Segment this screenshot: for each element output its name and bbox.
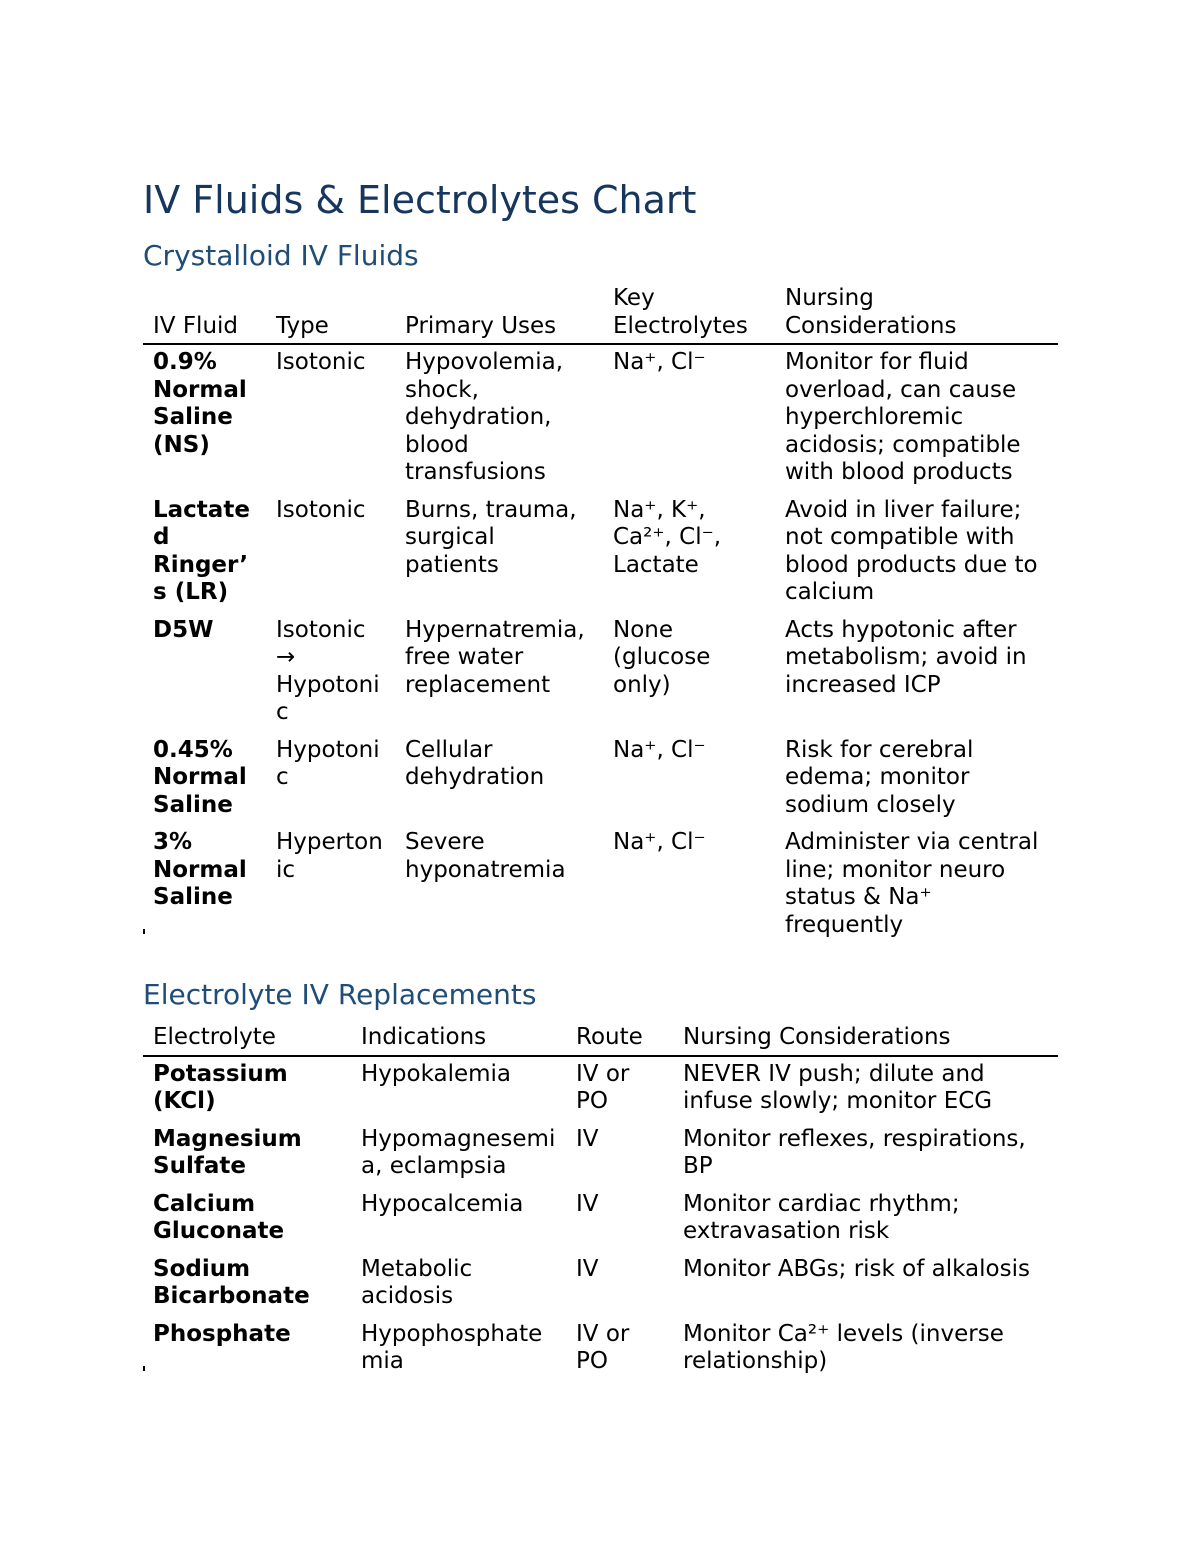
primary-uses: Burns, trauma, surgical patients <box>405 496 577 578</box>
crystalloid-fluids-table <box>143 285 1058 945</box>
paragraph-mark <box>143 1366 145 1371</box>
column-header-key-electrolytes: Key Electrolytes <box>603 285 775 344</box>
route: IV or PO <box>576 1060 630 1114</box>
indications: Hypokalemia <box>361 1060 512 1087</box>
nursing-considerations: Acts hypotonic after metabolism; avoid in increased ICP <box>785 616 1027 698</box>
table-row <box>143 493 1058 613</box>
indications: Hypocalcemia <box>361 1190 524 1217</box>
electrolyte-name: Phosphate <box>153 1320 291 1347</box>
column-header-iv-fluid: IV Fluid <box>143 285 266 344</box>
electrolyte-name: Magnesium Sulfate <box>153 1125 302 1179</box>
column-header-nursing-considerations: Nursing Considerations <box>673 1024 1058 1056</box>
column-header-type: Type <box>266 285 395 344</box>
column-header-nursing-considerations: Nursing Considerations <box>775 285 1058 344</box>
nursing-considerations: Monitor ABGs; risk of alkalosis <box>683 1255 1030 1282</box>
nursing-considerations: Administer via central line; monitor neuro status & Na⁺ frequently <box>785 829 1039 938</box>
table-row <box>143 1317 1058 1382</box>
table-header-row <box>143 285 1058 344</box>
paragraph-mark <box>143 929 145 934</box>
table-row <box>143 344 1058 493</box>
route: IV or PO <box>576 1320 630 1374</box>
primary-uses: Cellular dehydration <box>405 736 545 790</box>
primary-uses: Severe hyponatremia <box>405 829 566 883</box>
fluid-name: 0.45% Normal Saline <box>153 736 247 818</box>
fluid-type: Isotonic → Hypotonic <box>276 616 380 725</box>
table-row <box>143 825 1058 945</box>
fluid-type: Isotonic <box>276 496 366 523</box>
electrolyte-name: Potassium (KCl) <box>153 1060 288 1114</box>
key-electrolytes: Na⁺, Cl⁻ <box>613 736 706 763</box>
route: IV <box>576 1255 599 1282</box>
key-electrolytes: Na⁺, Cl⁻ <box>613 829 706 855</box>
primary-uses: Hypovolemia, shock, dehydration, blood transfusions <box>405 349 564 485</box>
table-row <box>143 1187 1058 1252</box>
section-heading-crystalloid: Crystalloid IV Fluids <box>143 239 419 272</box>
electrolyte-name: Sodium Bicarbonate <box>153 1255 310 1309</box>
table-row <box>143 1252 1058 1317</box>
section-heading-electrolyte: Electrolyte IV Replacements <box>143 978 537 1011</box>
table-row <box>143 1122 1058 1187</box>
electrolyte-replacements-table <box>143 1024 1058 1382</box>
fluid-type: Hypertonic <box>276 829 383 883</box>
page-title: IV Fluids & Electrolytes Chart <box>143 178 697 222</box>
nursing-considerations: Avoid in liver failure; not compatible with blood products due to calcium <box>785 496 1038 605</box>
column-header-indications: Indications <box>351 1024 566 1056</box>
key-electrolytes: Na⁺, K⁺, Ca²⁺, Cl⁻, Lactate <box>613 496 722 578</box>
route: IV <box>576 1125 599 1152</box>
table-row <box>143 613 1058 733</box>
route: IV <box>576 1190 599 1217</box>
table-header-row <box>143 1024 1058 1056</box>
column-header-route: Route <box>566 1024 673 1056</box>
nursing-considerations: Risk for cerebral edema; monitor sodium closely <box>785 736 974 818</box>
fluid-name: 3% Normal Saline <box>153 829 247 910</box>
column-header-electrolyte: Electrolyte <box>143 1024 351 1056</box>
fluid-name: Lactated Ringer’s (LR) <box>153 496 250 605</box>
fluid-type: Isotonic <box>276 349 366 375</box>
indications: Hypomagnesemia, eclampsia <box>361 1125 556 1179</box>
nursing-considerations: NEVER IV push; dilute and infuse slowly; monitor ECG <box>683 1060 993 1114</box>
table-row <box>143 733 1058 826</box>
indications: Metabolic acidosis <box>361 1255 473 1309</box>
fluid-name: 0.9% Normal Saline (NS) <box>153 349 247 458</box>
indications: Hypophosphatemia <box>361 1320 543 1374</box>
electrolyte-name: Calcium Gluconate <box>153 1190 285 1244</box>
fluid-type: Hypotonic <box>276 736 380 790</box>
table-row <box>143 1056 1058 1122</box>
nursing-considerations: Monitor for fluid overload, can cause hyperchloremic acidosis; compatible with blood products <box>785 349 1021 485</box>
nursing-considerations: Monitor cardiac rhythm; extravasation risk <box>683 1190 960 1244</box>
fluid-name: D5W <box>153 616 214 643</box>
column-header-primary-uses: Primary Uses <box>395 285 603 344</box>
key-electrolytes: Na⁺, Cl⁻ <box>613 349 706 375</box>
primary-uses: Hypernatremia, free water replacement <box>405 616 585 698</box>
key-electrolytes: None (glucose only) <box>613 616 711 698</box>
nursing-considerations: Monitor Ca²⁺ levels (inverse relationship) <box>683 1320 1004 1374</box>
nursing-considerations: Monitor reflexes, respirations, BP <box>683 1125 1026 1179</box>
